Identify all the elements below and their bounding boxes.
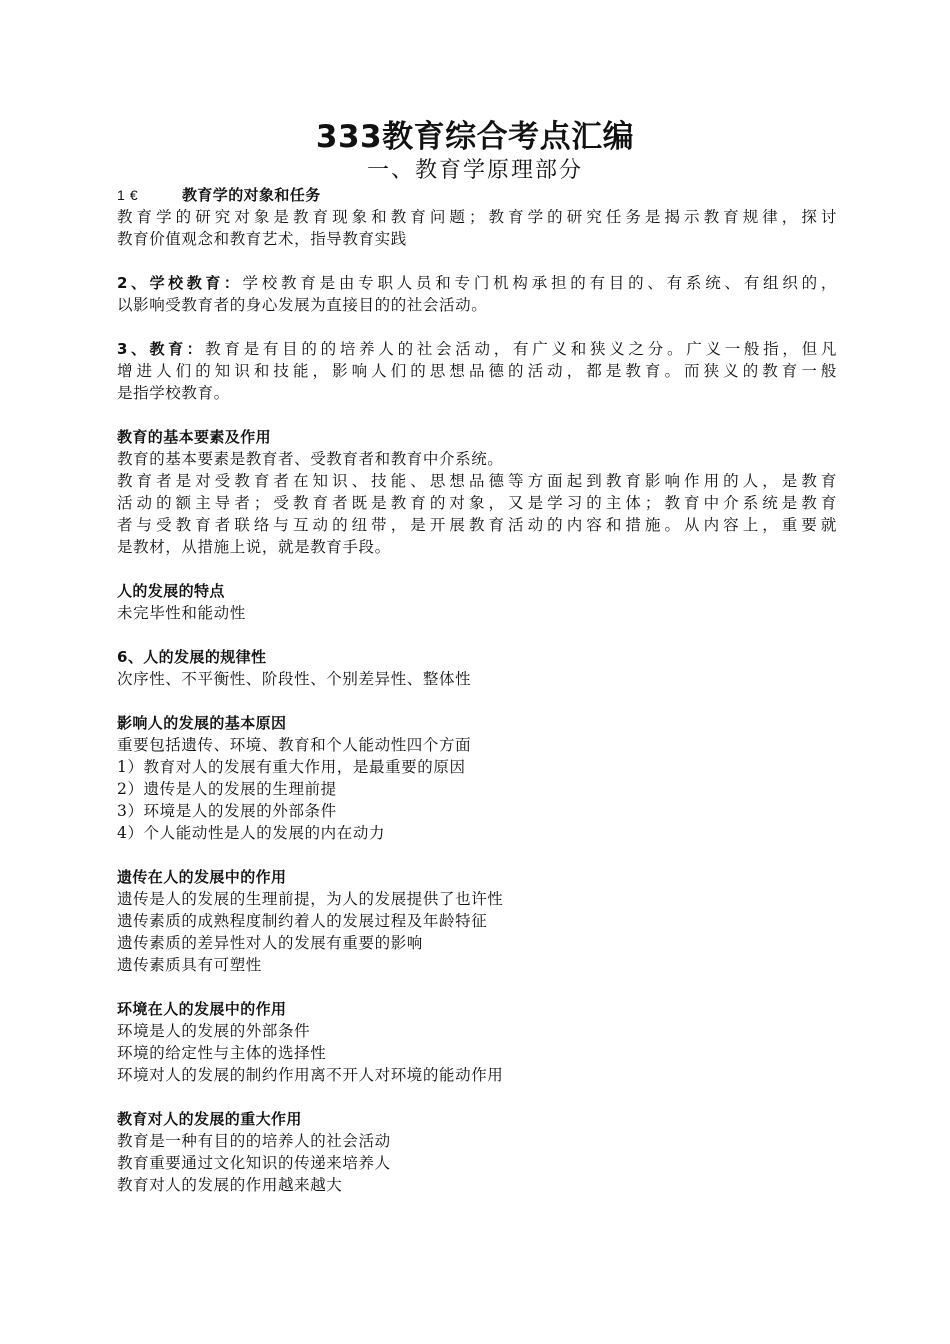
section-6-heading: 6、人的发展的规律性: [117, 648, 267, 666]
section-7-list-item: 2）遗传是人的发展的生理前提: [117, 780, 337, 798]
section-8-text-line: 遗传素质的成熟程度制约着人的发展过程及年龄特征: [117, 912, 488, 930]
section-8-text-line: 遗传素质具有可塑性: [117, 956, 262, 974]
section-10-text-line: 教育对人的发展的作用越来越大: [117, 1176, 343, 1194]
section-7-list-item: 3）环境是人的发展的外部条件: [117, 802, 337, 820]
section-9-text-line: 环境的给定性与主体的选择性: [117, 1044, 327, 1062]
section-2-heading: 2、学校教育：: [117, 274, 243, 292]
section-7-list-item: 1）教育对人的发展有重大作用，是最重要的原因: [117, 758, 466, 776]
section-9-text-line: 环境对人的发展的制约作用离不开人对环境的能动作用: [117, 1066, 504, 1084]
section-3-text: 教育是有目的的培养人的社会活动，有广义和狭义之分。广义一般指，但凡: [205, 340, 837, 358]
section-3-text-line: 是指学校教育。: [117, 384, 230, 402]
section-2-line-1: [117, 272, 837, 294]
section-4-heading: 教育的基本要素及作用: [117, 428, 272, 446]
section-5-text-line: 未完毕性和能动性: [117, 604, 246, 622]
document-body: [117, 184, 837, 1196]
section-9-text-line: 环境是人的发展的外部条件: [117, 1022, 311, 1040]
section-7-list-item: 4）个人能动性是人的发展的内在动力: [117, 824, 386, 842]
section-8-text-line: 遗传是人的发展的生理前提，为人的发展提供了也许性: [117, 890, 504, 908]
section-3-text-line: 增进人们的知识和技能，影响人们的思想品德的活动，都是教育。而狭义的教育一般: [117, 362, 837, 380]
section-3-line-1: [117, 338, 837, 360]
section-1-heading-line: [117, 184, 837, 206]
section-3-heading: 3、教育：: [117, 340, 206, 358]
section-1-text-line: 教育价值观念和教育艺术，指导教育实践: [117, 230, 407, 248]
section-9-heading: 环境在人的发展中的作用: [117, 1000, 287, 1018]
section-4-text-line: 教育者是对受教育者在知识、技能、思想品德等方面起到教育影响作用的人，是教育: [117, 472, 837, 490]
section-4-text-line: 者与受教育者联络与互动的纽带，是开展教育活动的内容和措施。从内容上，重要就: [117, 516, 837, 534]
section-7-heading: 影响人的发展的基本原因: [117, 714, 287, 732]
section-2-text: 学校教育是由专职人员和专门机构承担的有目的、有系统、有组织的，: [242, 274, 837, 292]
section-8-heading: 遗传在人的发展中的作用: [117, 868, 287, 886]
section-8-text-line: 遗传素质的差异性对人的发展有重要的影响: [117, 934, 423, 952]
section-10-text-line: 教育重要通过文化知识的传递来培养人: [117, 1154, 391, 1172]
document-title: 333教育综合考点汇编: [315, 119, 635, 155]
section-subtitle: 一、教育学原理部分: [366, 158, 583, 183]
section-7-text-line: 重要包括遗传、环境、教育和个人能动性四个方面: [117, 736, 472, 754]
section-2-text-line: 以影响受教育者的身心发展为直接目的的社会活动。: [117, 296, 488, 314]
section-10-heading: 教育对人的发展的重大作用: [117, 1110, 302, 1128]
section-4-text-line: 教育的基本要素是教育者、受教育者和教育中介系统。: [117, 450, 504, 468]
section-6-text-line: 次序性、不平衡性、阶段性、个别差异性、整体性: [117, 670, 472, 688]
section-1-text-line: 教育学的研究对象是教育现象和教育问题；教育学的研究任务是揭示教育规律，探讨: [117, 208, 837, 226]
section-4-text-line: 是教材，从措施上说，就是教育手段。: [117, 538, 391, 556]
section-10-text-line: 教育是一种有目的的培养人的社会活动: [117, 1132, 391, 1150]
section-1-number: 1 €: [117, 187, 139, 203]
section-5-heading: 人的发展的特点: [117, 582, 225, 600]
section-1-heading: 教育学的对象和任务: [182, 186, 321, 204]
section-4-text-line: 活动的额主导者；受教育者既是教育的对象，又是学习的主体；教育中介系统是教育: [117, 494, 837, 512]
